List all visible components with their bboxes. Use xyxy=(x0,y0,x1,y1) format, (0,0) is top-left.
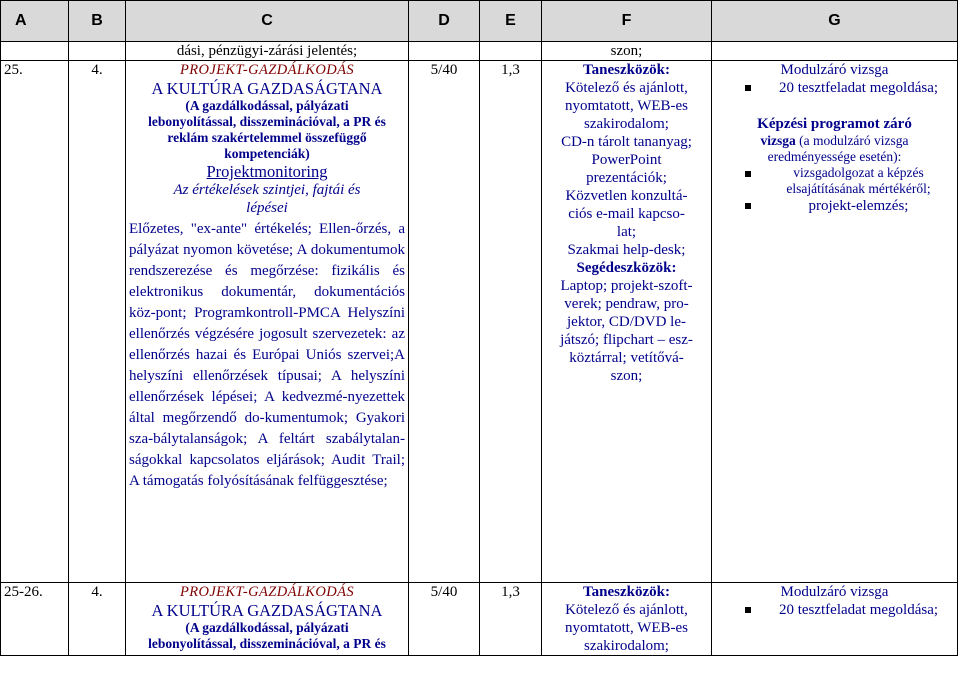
cell-f: szon; xyxy=(542,42,712,61)
cell-g xyxy=(712,42,958,61)
tools-line: PowerPoint xyxy=(591,152,662,168)
list-item: 20 tesztfeladat megoldása; xyxy=(745,79,954,97)
list-item: 20 tesztfeladat megoldása; xyxy=(745,601,954,619)
cell-g xyxy=(712,61,958,583)
cell-b xyxy=(69,42,126,61)
cell-f xyxy=(542,583,712,656)
table-row xyxy=(1,583,958,656)
table-row xyxy=(1,61,958,583)
exam-list xyxy=(715,79,954,97)
tools-line: lat; xyxy=(616,224,637,240)
cell-c: dási, pénzügyi-zárási jelentés; xyxy=(126,42,409,61)
final-exam-label-2: vizsga xyxy=(760,133,796,148)
aux-tools-line: köztárral; vetítővá- xyxy=(569,350,684,366)
aux-tools-line: játszó; flipchart – esz- xyxy=(560,332,693,348)
column-header-c: C xyxy=(126,1,409,42)
competency-line: lebonyolítással, disszeminációval, a PR és xyxy=(148,114,386,129)
exam-list xyxy=(715,601,954,619)
competency-line: (A gazdálkodással, pályázati xyxy=(185,98,349,113)
cell-g xyxy=(712,583,958,656)
exam-label: Modulzáró vizsga xyxy=(780,62,889,78)
cell-d: 5/40 xyxy=(409,61,480,583)
column-header-g: G xyxy=(712,1,958,42)
final-exam-note: (a modulzáró vizsga eredményessége esetén): xyxy=(767,133,909,164)
final-exam-list xyxy=(715,165,954,215)
cell-a xyxy=(1,42,69,61)
column-header-d: D xyxy=(409,1,480,42)
tools-line: CD-n tárolt tananyag; xyxy=(561,134,692,150)
tools-line: szakirodalom; xyxy=(584,116,669,132)
exam-label: Modulzáró vizsga xyxy=(780,584,889,600)
topic-subheading: Az értékelések szintjei, fajtái és xyxy=(173,182,361,198)
cell-a: 25-26. xyxy=(1,583,69,656)
subject-name: A KULTÚRA GAZDASÁGTANA xyxy=(151,601,383,620)
header-row xyxy=(1,1,958,42)
final-exam-label: Képzési programot záró xyxy=(757,116,912,132)
tools-line: szakirodalom; xyxy=(584,638,669,654)
column-header-b: B xyxy=(69,1,126,42)
cell-c xyxy=(126,583,409,656)
tools-line: Kötelező és ajánlott, xyxy=(565,80,688,96)
tools-label: Taneszközök: xyxy=(583,584,670,600)
tools-line: prezentációk; xyxy=(586,170,667,186)
cell-e: 1,3 xyxy=(480,61,542,583)
column-header-f: F xyxy=(542,1,712,42)
competency-line: lebonyolítással, disszeminációval, a PR és xyxy=(148,636,386,651)
table-row xyxy=(1,42,958,61)
topic-body: Előzetes, "ex-ante" értékelés; Ellen-őrzés, a pályázat nyomon követése; A dokumentumok rendszerezése és megőrzése: fizikális és elektronikus dokumentár, dokumentációs köz-pont; Programkontroll-PMCA Helyszíni ellenőrzés végzésére jogosult szervezetek: az ellenőrzés hazai és Európai Uniós szervei;A helyszíni ellenőrzések típusai; A helyszíni ellenőrzések lépései; A kedvezmé-nyezettek által megőrzendő do-kumentumok; Gyakori sza-bálytalanságok; A feltárt szabálytalan-ságokkal kapcsolatos eljárások; Audit Trail; A támogatás folyósításának felfüggesztése; xyxy=(129,221,405,489)
tools-label: Taneszközök: xyxy=(583,62,670,78)
cell-b: 4. xyxy=(69,61,126,583)
cell-e xyxy=(480,42,542,61)
tools-line: nyomtatott, WEB-es xyxy=(564,98,689,114)
column-header-a: A xyxy=(1,1,69,42)
cell-d: 5/40 xyxy=(409,583,480,656)
column-header-e: E xyxy=(480,1,542,42)
competency-line: (A gazdálkodással, pályázati xyxy=(185,620,349,635)
aux-tools-line: jektor, CD/DVD le- xyxy=(567,314,686,330)
module-title: PROJEKT-GAZDÁLKODÁS xyxy=(179,584,355,600)
tools-line: Szakmai help-desk; xyxy=(567,242,686,258)
aux-tools-line: Laptop; projekt-szoft- xyxy=(560,278,693,294)
aux-tools-line: szon; xyxy=(610,368,643,384)
cell-b: 4. xyxy=(69,583,126,656)
tools-line: Kötelező és ajánlott, xyxy=(565,602,688,618)
module-title: PROJEKT-GAZDÁLKODÁS xyxy=(179,62,355,78)
aux-tools-label: Segédeszközök: xyxy=(576,260,677,276)
competency-line: kompetenciák) xyxy=(224,146,310,161)
competency-line: reklám szakértelemmel összefüggő xyxy=(167,130,367,145)
topic-heading: Projektmonitoring xyxy=(206,162,328,181)
cell-f xyxy=(542,61,712,583)
tools-line: ciós e-mail kapcso- xyxy=(568,206,685,222)
cell-c xyxy=(126,61,409,583)
tools-line: nyomtatott, WEB-es xyxy=(564,620,689,636)
subject-name: A KULTÚRA GAZDASÁGTANA xyxy=(151,79,383,98)
topic-subheading: lépései xyxy=(246,200,288,216)
list-item: vizsgadolgozat a képzés elsajátításának mértékéről; xyxy=(745,165,954,197)
list-item: projekt-elemzés; xyxy=(745,197,954,215)
tools-line: Közvetlen konzultá- xyxy=(565,188,688,204)
cell-d xyxy=(409,42,480,61)
cell-e: 1,3 xyxy=(480,583,542,656)
aux-tools-line: verek; pendraw, pro- xyxy=(564,296,689,312)
cell-a: 25. xyxy=(1,61,69,583)
